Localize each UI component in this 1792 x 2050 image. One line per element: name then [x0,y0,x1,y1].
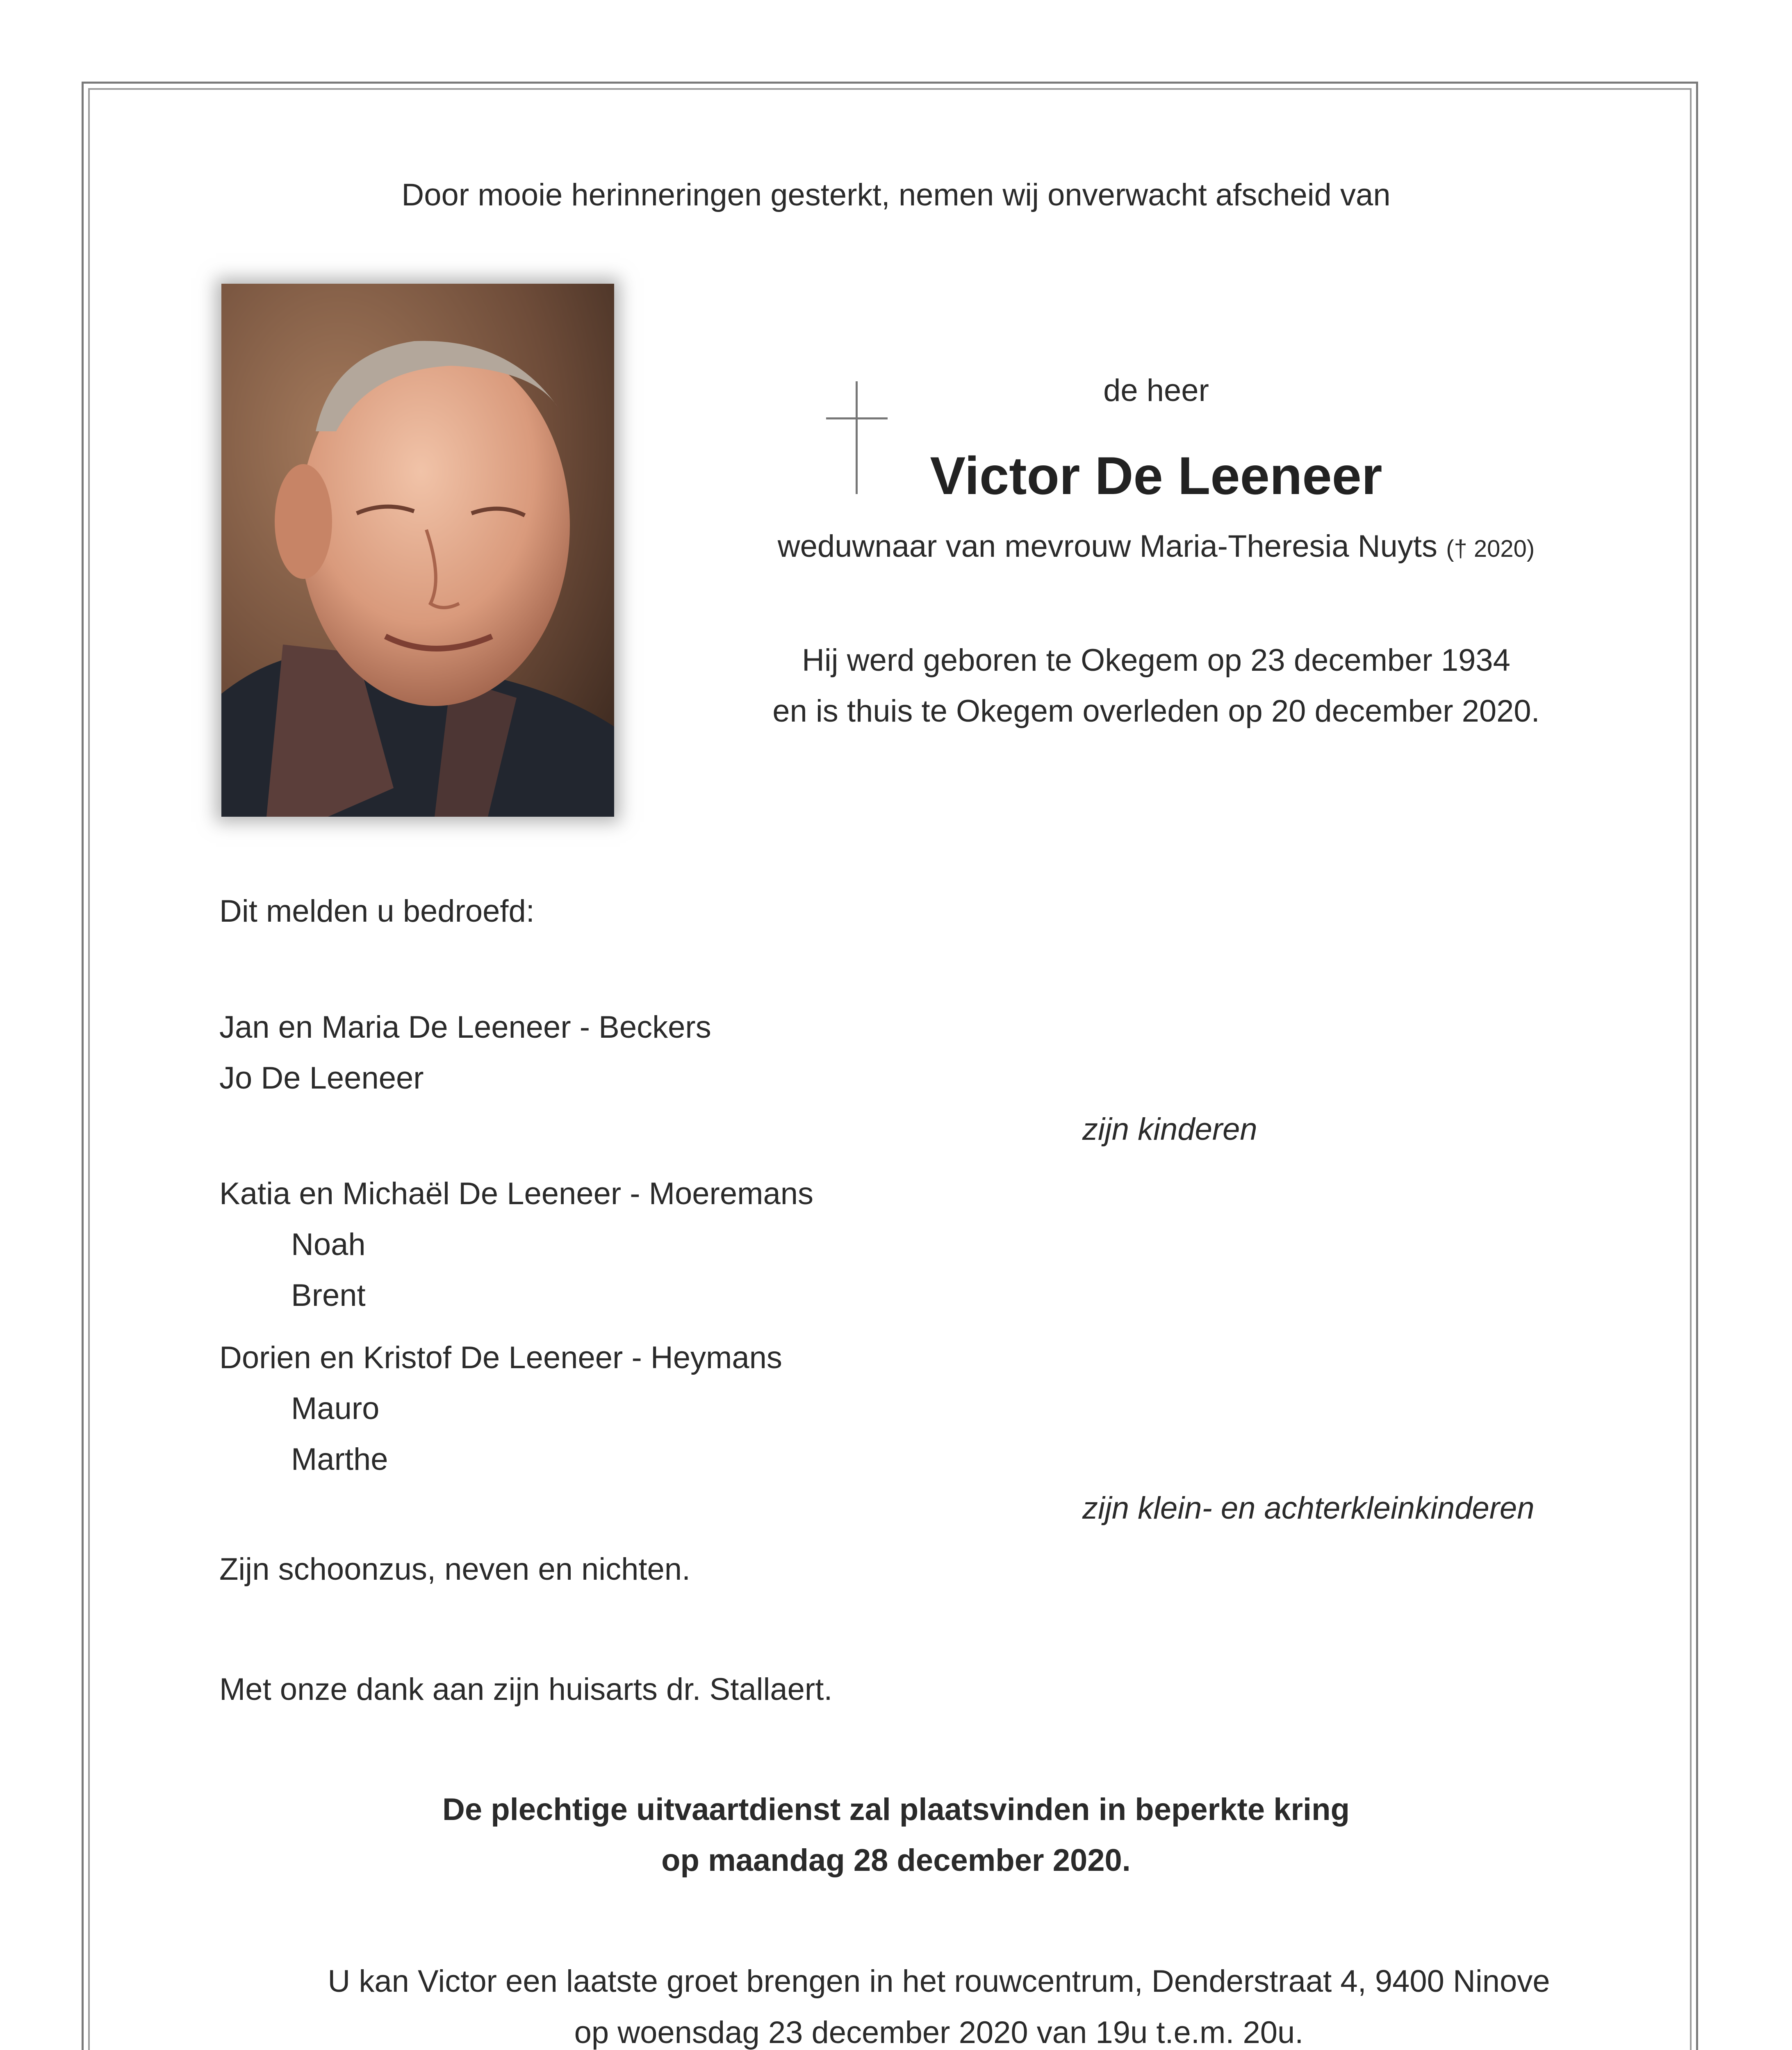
widower-line [697,531,1615,562]
visit-line-2: op woensdag 23 december 2020 van 19u t.e.m. 20u. [574,2015,1304,2050]
funeral-line-1: De plechtige uitvaartdienst zal plaatsvinden in beperkte kring [442,1792,1350,1827]
in-laws-line: Zijn schoonzus, neven en nichten. [219,1552,691,1587]
funeral-line-2: op maandag 28 december 2020. [661,1843,1131,1878]
portrait-photo [221,284,614,817]
family-1-kid-2: Brent [291,1278,366,1313]
death-line: en is thuis te Okegem overleden op 20 december 2020. [772,694,1540,729]
grandchildren-role: zijn klein- en achterkleinkinderen [1082,1491,1535,1526]
deceased-name: Victor De Leeneer [930,446,1382,506]
cross-icon-bar [826,417,888,419]
child-2: Jo De Leeneer [219,1061,424,1096]
children-role: zijn kinderen [1082,1112,1257,1147]
family-2-couple: Dorien en Kristof De Leeneer - Heymans [219,1340,782,1375]
child-1: Jan en Maria De Leeneer - Beckers [219,1010,711,1045]
visit-line-1: U kan Victor een laatste groet brengen in het rouwcentrum, Denderstraat 4, 9400 Ninove [328,1964,1550,1999]
family-1-couple: Katia en Michaël De Leeneer - Moeremans [219,1176,813,1211]
thanks-line: Met onze dank aan zijn huisarts dr. Stallaert. [219,1672,833,1707]
announced-by: Dit melden u bedroefd: [219,894,535,929]
family-1-kid-1: Noah [291,1227,366,1262]
widower-death-note: († 2020) [1446,535,1535,562]
intro-text: Door mooie herinneringen gesterkt, nemen wij onverwacht afscheid van [401,178,1391,212]
family-2-kid-2: Marthe [291,1442,388,1477]
birth-line: Hij werd geboren te Okegem op 23 december 1934 [802,643,1510,678]
family-2-kid-1: Mauro [291,1391,380,1426]
widower-text: weduwnaar van mevrouw Maria-Theresia Nuyts [777,529,1438,564]
honorific: de heer [1103,373,1209,408]
